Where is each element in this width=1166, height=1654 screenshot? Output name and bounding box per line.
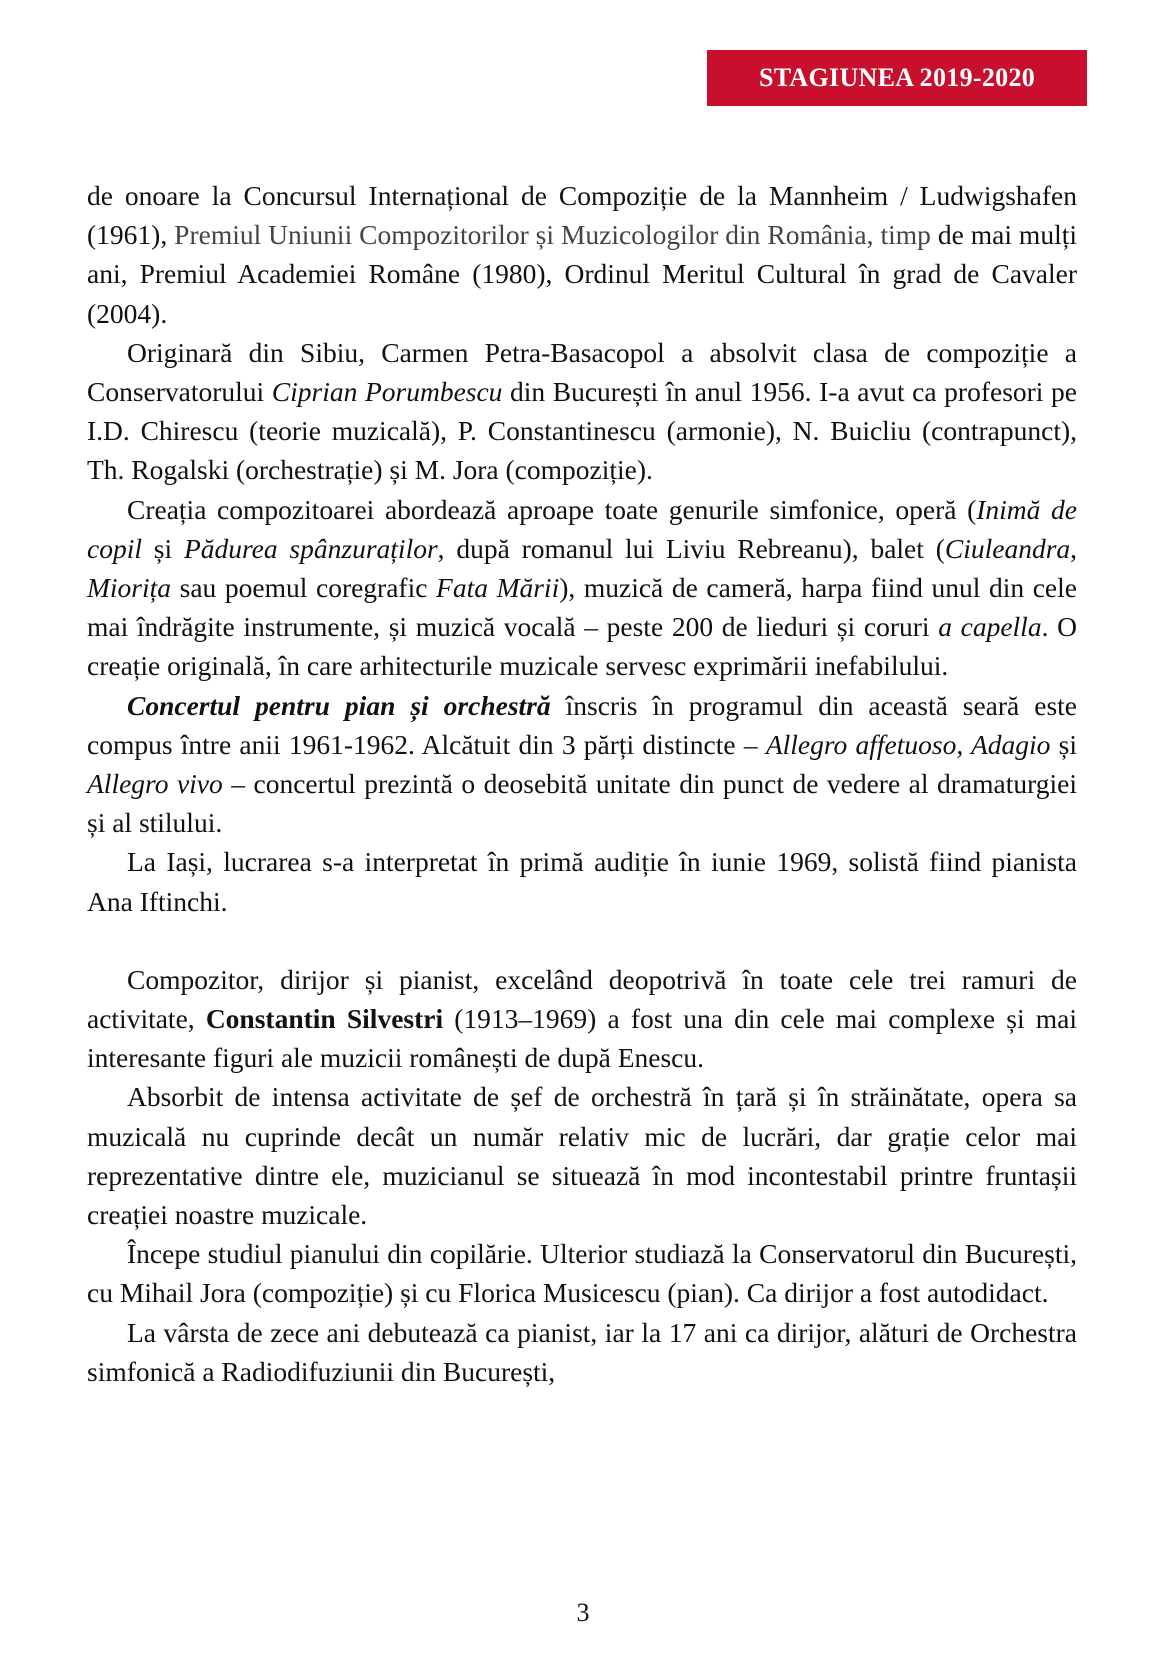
text-segment: și bbox=[142, 532, 184, 564]
text-segment: Începe studiul pianului din copilărie. Ulterior studiază la Conservatorul din București, cu Mihail Jora (compoziție) și cu Florica Musicescu (pian). Ca dirijor a fost autodidact. bbox=[87, 1238, 1077, 1309]
text-segment: Originară din Sibiu, Carmen Petra-Basacopol a absolvit clasa de compoziție a Conservatorului bbox=[87, 336, 1077, 408]
text-segment: înscris în programul din această seară este compus între anii 1961-1962. Alcătuit din 3 părți distincte – bbox=[87, 689, 1077, 760]
italic-title: Ciprian Porumbescu bbox=[271, 376, 503, 408]
text-segment: Compozitor, dirijor și pianist, excelând deopotrivă în toate cele trei ramuri de activitate, bbox=[87, 963, 1077, 1035]
paragraph bbox=[87, 490, 1077, 686]
italic-title: Ciuleandra bbox=[944, 532, 1071, 564]
text-segment: – concertul prezintă o deosebită unitate din punct de vedere al dramaturgiei și al stilului. bbox=[87, 768, 1077, 839]
italic-title: Allegro affetuoso, Adagio bbox=[765, 728, 1051, 760]
italic-title: Miorița bbox=[87, 572, 172, 604]
italic-title: Fata Mării bbox=[436, 572, 560, 604]
text-segment: și bbox=[1050, 728, 1077, 760]
text-segment: La Iași, lucrarea s-a interpretat în primă audiție în iunie 1969, solistă fiind pianista Ana Iftinchi. bbox=[87, 846, 1077, 917]
text-segment: ), muzică de cameră, harpa fiind unul din cele mai îndrăgite instrumente, și muzică vocală – peste 200 de lieduri și coruri bbox=[87, 572, 1077, 643]
text-segment: de onoare la Concursul Internațional de Compoziție de la Mannheim / Ludwigshafen (1961), bbox=[87, 180, 1077, 251]
text-segment: Absorbit de intensa activitate de șef de orchestră în țară și în străinătate, opera sa muzicală nu cuprinde decât un număr relativ mic de lucrări, dar grație celor mai reprezentative dintre ele, muzicianul se situează în mod incontestabil printre fruntașii creației noastre muzicale. bbox=[87, 1081, 1077, 1231]
bold-name: Constantin Silvestri bbox=[205, 1003, 444, 1035]
paragraph bbox=[87, 1234, 1077, 1312]
text-segment: Creația compozitoarei abordează aproape toate genurile simfonice, operă ( bbox=[127, 493, 977, 525]
italic-title: Inimă de copil bbox=[87, 493, 1077, 564]
text-segment: Premiul Uniunii Compozitorilor și Muzicologilor din România, timp bbox=[174, 219, 931, 251]
paragraph bbox=[87, 960, 1077, 1078]
article-body bbox=[87, 176, 1077, 1391]
italic-title: a capella bbox=[938, 611, 1042, 643]
text-segment: din București în anul 1956. I-a avut ca profesori pe I.D. Chirescu (teorie muzicală), P. Constantinescu (armonie), N. Buicliu (contrapunct), Th. Rogalski (orchestrație) și M. Jora (compoziție). bbox=[87, 376, 1077, 486]
paragraph bbox=[87, 1313, 1077, 1391]
text-segment: , bbox=[1070, 532, 1078, 564]
text-segment: . O creație originală, în care arhitecturile muzicale servesc exprimării inefabilului. bbox=[87, 611, 1077, 682]
paragraph bbox=[87, 176, 1077, 333]
paragraph bbox=[87, 842, 1077, 920]
season-header-text: STAGIUNEA 2019-2020 bbox=[758, 63, 1036, 92]
text-segment: (1913–1969) a fost una din cele mai complexe și mai interesante figuri ale muzicii românești de după Enescu. bbox=[87, 1003, 1077, 1074]
text-segment: sau poemul coregrafic bbox=[171, 572, 437, 604]
paragraph bbox=[87, 333, 1077, 490]
page-number: 3 bbox=[576, 1598, 590, 1627]
paragraph bbox=[87, 686, 1077, 843]
text-segment: , după romanul lui Liviu Rebreanu), balet ( bbox=[437, 532, 945, 564]
italic-title: Pădurea spânzuraților bbox=[183, 532, 438, 564]
text-segment: de mai mulți ani, Premiul Academiei Române (1980), Ordinul Meritul Cultural în grad de Cavaler (2004). bbox=[87, 219, 1077, 329]
text-segment: La vârsta de zece ani debutează ca pianist, iar la 17 ani ca dirijor, alături de Orchestra simfonică a Radiodifuziunii din București, bbox=[87, 1316, 1077, 1387]
paragraph bbox=[87, 1077, 1077, 1234]
season-header-badge bbox=[707, 50, 1087, 106]
italic-title: Allegro vivo bbox=[87, 768, 223, 800]
bold-italic-title: Concertul pentru pian și orchestră bbox=[127, 689, 551, 721]
